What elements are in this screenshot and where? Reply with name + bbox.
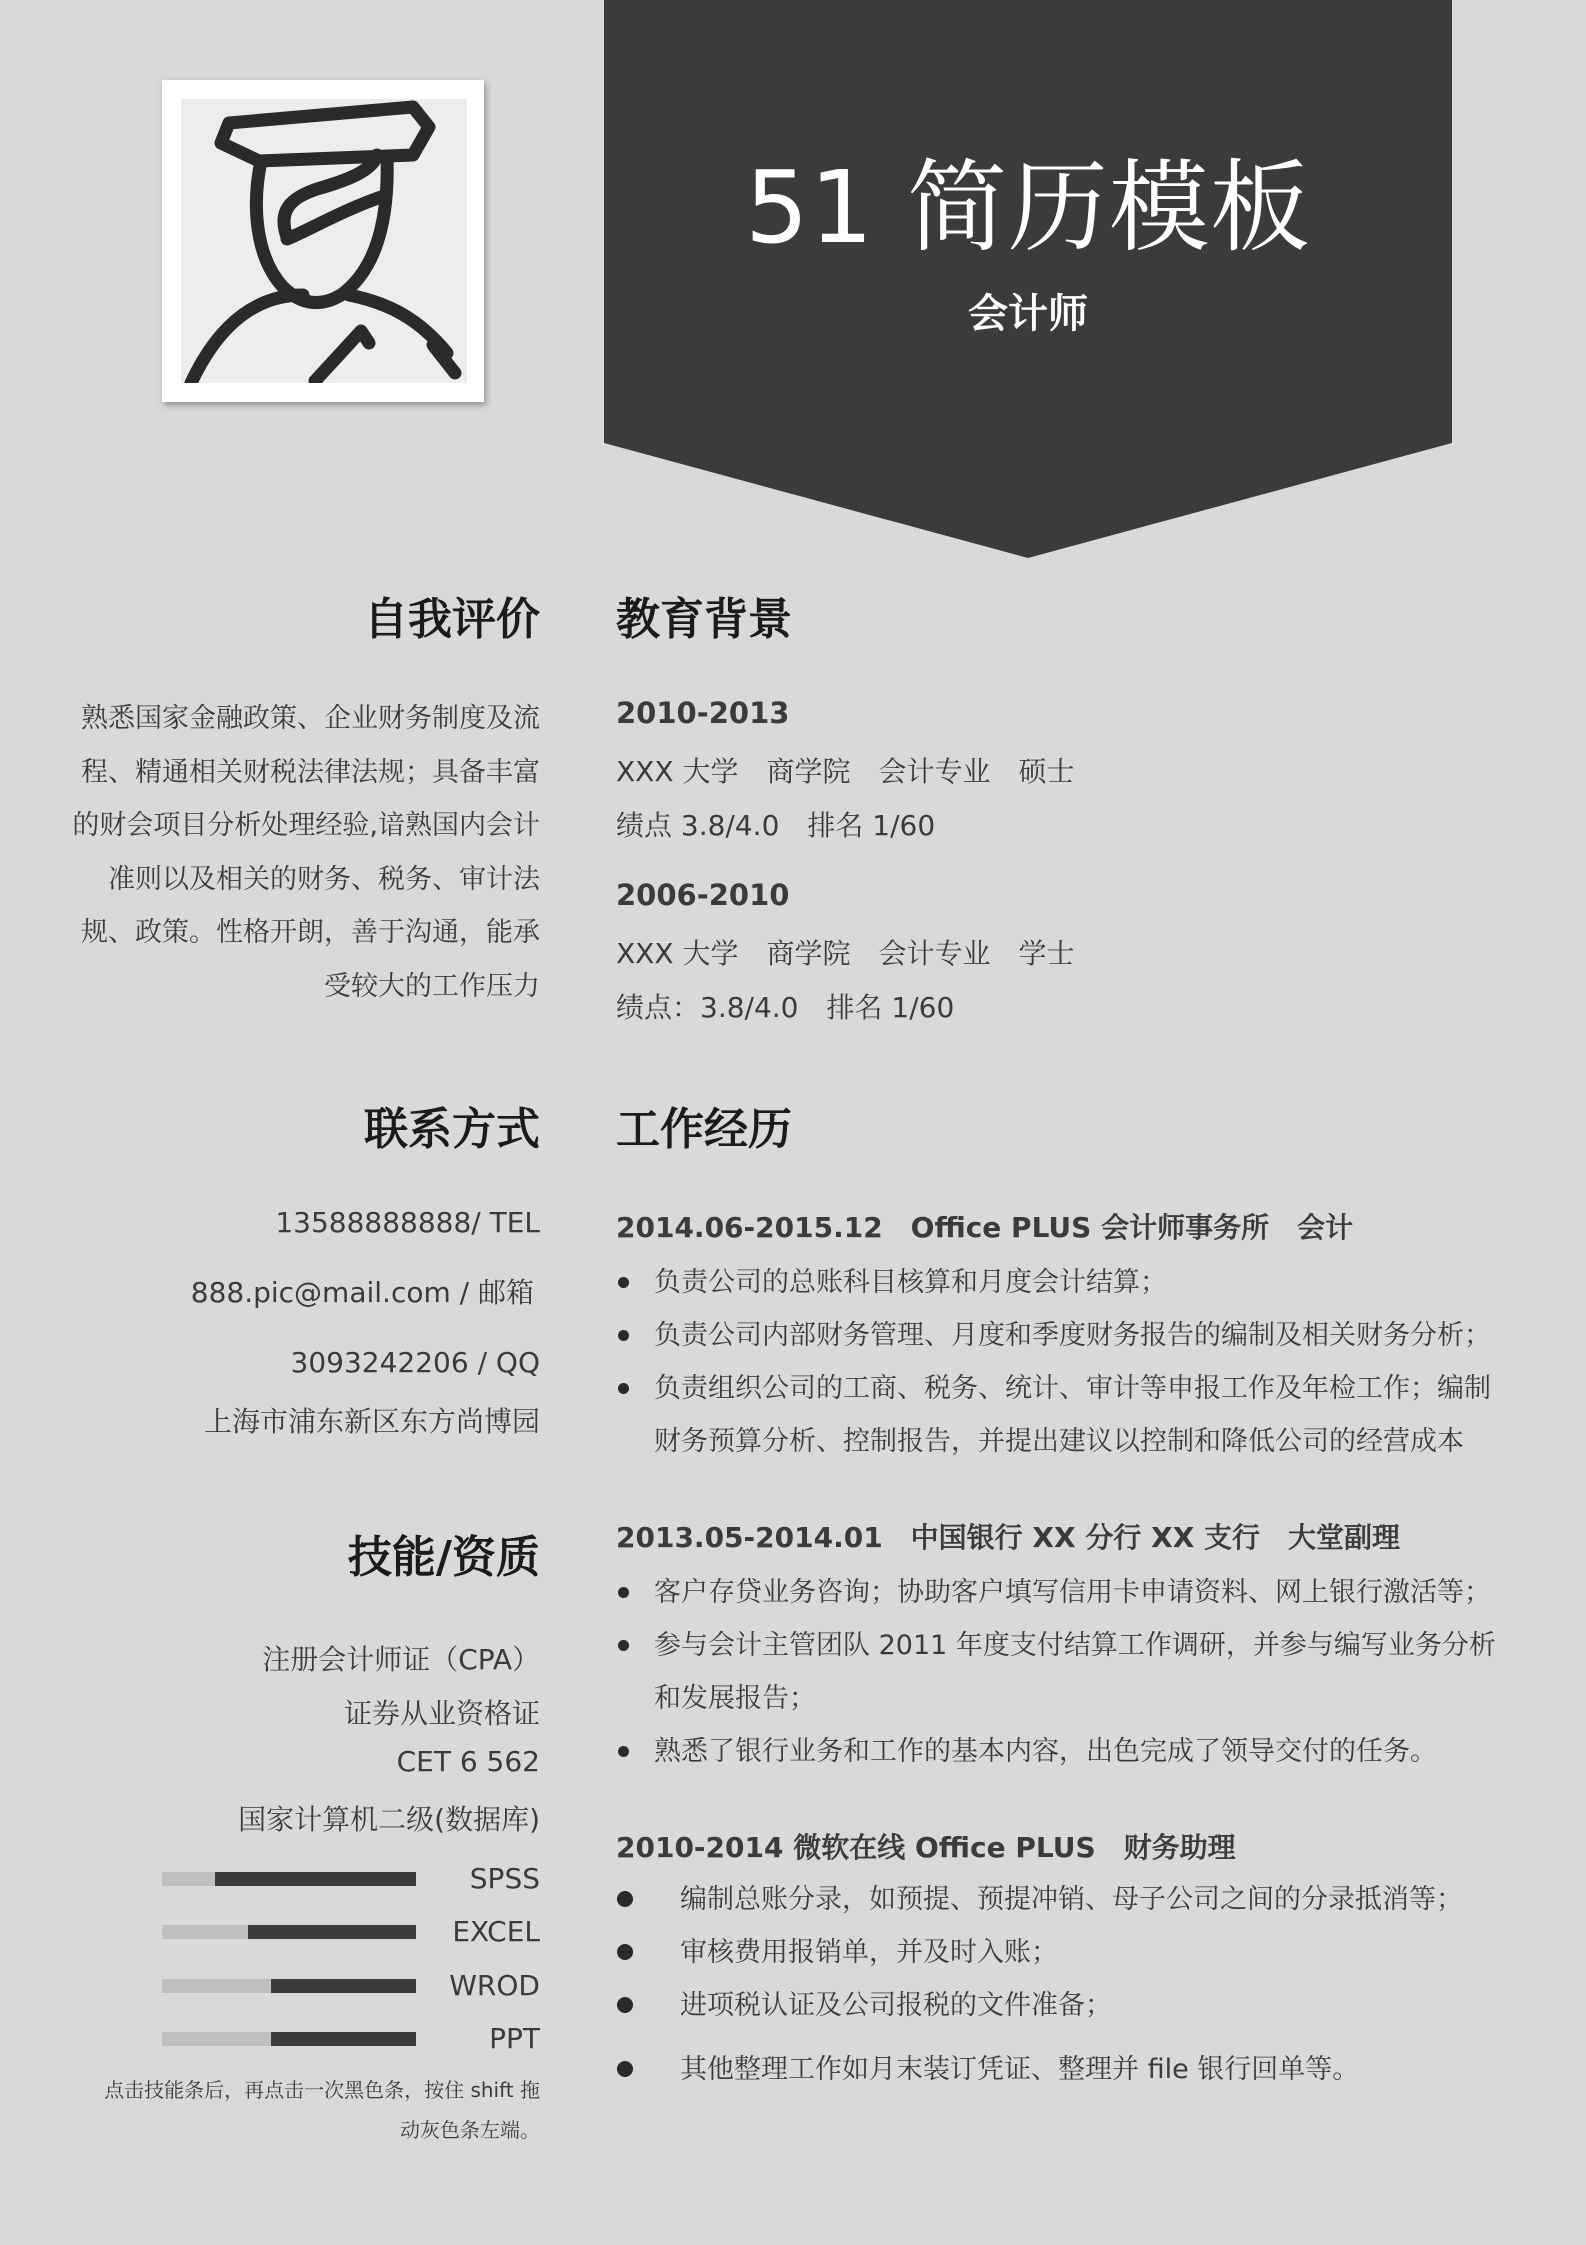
skill-label: PPT: [489, 2022, 540, 2055]
job-bullet: 其他整理工作如月末装订凭证、整理并 file 银行回单等。: [680, 2054, 1360, 2085]
skill-label: WROD: [449, 1969, 540, 2002]
cert-item: 国家计算机二级(数据库): [238, 1803, 540, 1836]
contact-heading: 联系方式: [364, 1104, 540, 1155]
job-header: 2014.06-2015.12 Office PLUS 会计师事务所 会计: [616, 1211, 1354, 1244]
bullet-icon: [617, 1944, 633, 1960]
edu-gpa: 绩点：3.8/4.0 排名 1/60: [616, 991, 955, 1024]
skill-bar-wrod[interactable]: [162, 1979, 416, 1993]
job-bullet: 客户存贷业务咨询；协助客户填写信用卡申请资料、网上银行激活等；: [654, 1577, 1491, 1608]
bullet-icon: [617, 1891, 633, 1907]
skill-label: EXCEL: [452, 1915, 540, 1948]
bullet-icon: [618, 1330, 629, 1341]
skill-bar-ppt[interactable]: [162, 2032, 416, 2046]
self-eval-text: 熟悉国家金融政策、企业财务制度及流程、精通相关财税法律法规；具备丰富的财会项目分析处理经验,谙熟国内会计准则以及相关的财务、税务、审计法规、政策。性格开朗，善于沟通，能承受较大的工作压力: [72, 703, 540, 1002]
job-bullet: 熟悉了银行业务和工作的基本内容，出色完成了领导交付的任务。: [654, 1736, 1437, 1767]
contact-email[interactable]: 888.pic@mail.com / 邮箱: [190, 1276, 534, 1309]
header-banner: [604, 0, 1452, 558]
job-bullet: 负责组织公司的工商、税务、统计、审计等申报工作及年检工作；编制财务预算分析、控制报告，并提出建议以控制和降低公司的经营成本: [654, 1373, 1491, 1457]
job-bullet: 审核费用报销单，并及时入账；: [680, 1937, 1058, 1968]
work-heading: 工作经历: [616, 1104, 792, 1155]
page-title: 51 简历模板: [744, 149, 1312, 266]
job-bullet: 参与会计主管团队 2011 年度支付结算工作调研，并参与编写业务分析和发展报告；: [654, 1630, 1496, 1714]
contact-qq: 3093242206 / QQ: [290, 1346, 540, 1379]
self-eval-heading: 自我评价: [364, 594, 540, 645]
bullet-icon: [618, 1277, 629, 1288]
bullet-icon: [617, 1997, 633, 2013]
skill-note: 点击技能条后，再点击一次黑色条，按住 shift 拖动灰色条左端。: [104, 2078, 540, 2142]
job-bullet: 负责公司的总账科目核算和月度会计结算；: [654, 1267, 1167, 1298]
job-header: 2013.05-2014.01 中国银行 XX 分行 XX 支行 大堂副理: [616, 1521, 1401, 1554]
bullet-icon: [618, 1383, 629, 1394]
job-bullet: 负责公司内部财务管理、月度和季度财务报告的编制及相关财务分析；: [654, 1320, 1491, 1351]
edu-period: 2006-2010: [616, 878, 790, 912]
job-bullet: 编制总账分录，如预提、预提冲销、母子公司之间的分录抵消等；: [680, 1884, 1463, 1915]
job-title: 会计师: [968, 291, 1088, 337]
cert-item: 证券从业资格证: [343, 1697, 540, 1730]
job-header: 2010-2014 微软在线 Office PLUS 财务助理: [616, 1831, 1236, 1864]
edu-school: XXX 大学 商学院 会计专业 硕士: [616, 755, 1075, 788]
bullet-icon: [618, 1640, 629, 1651]
contact-address: 上海市浦东新区东方尚博园: [203, 1405, 540, 1438]
skill-label: SPSS: [469, 1862, 540, 1895]
cert-item: CET 6 562: [396, 1745, 540, 1778]
skills-heading: 技能/资质: [347, 1532, 540, 1583]
education-heading: 教育背景: [616, 594, 792, 645]
cert-item: 注册会计师证（CPA）: [262, 1643, 540, 1676]
bullet-icon: [618, 1587, 629, 1598]
bullet-icon: [617, 2061, 633, 2077]
profile-photo: [162, 80, 484, 402]
edu-gpa: 绩点 3.8/4.0 排名 1/60: [616, 809, 936, 842]
skill-bar-spss[interactable]: [162, 1872, 416, 1886]
bullet-icon: [618, 1746, 629, 1757]
contact-phone: 13588888888/ TEL: [275, 1206, 540, 1239]
edu-school: XXX 大学 商学院 会计专业 学士: [616, 937, 1075, 970]
avatar-icon: [181, 99, 467, 383]
job-bullet: 进项税认证及公司报税的文件准备；: [680, 1990, 1112, 2021]
skill-bar-excel[interactable]: [162, 1925, 416, 1939]
edu-period: 2010-2013: [616, 696, 790, 730]
